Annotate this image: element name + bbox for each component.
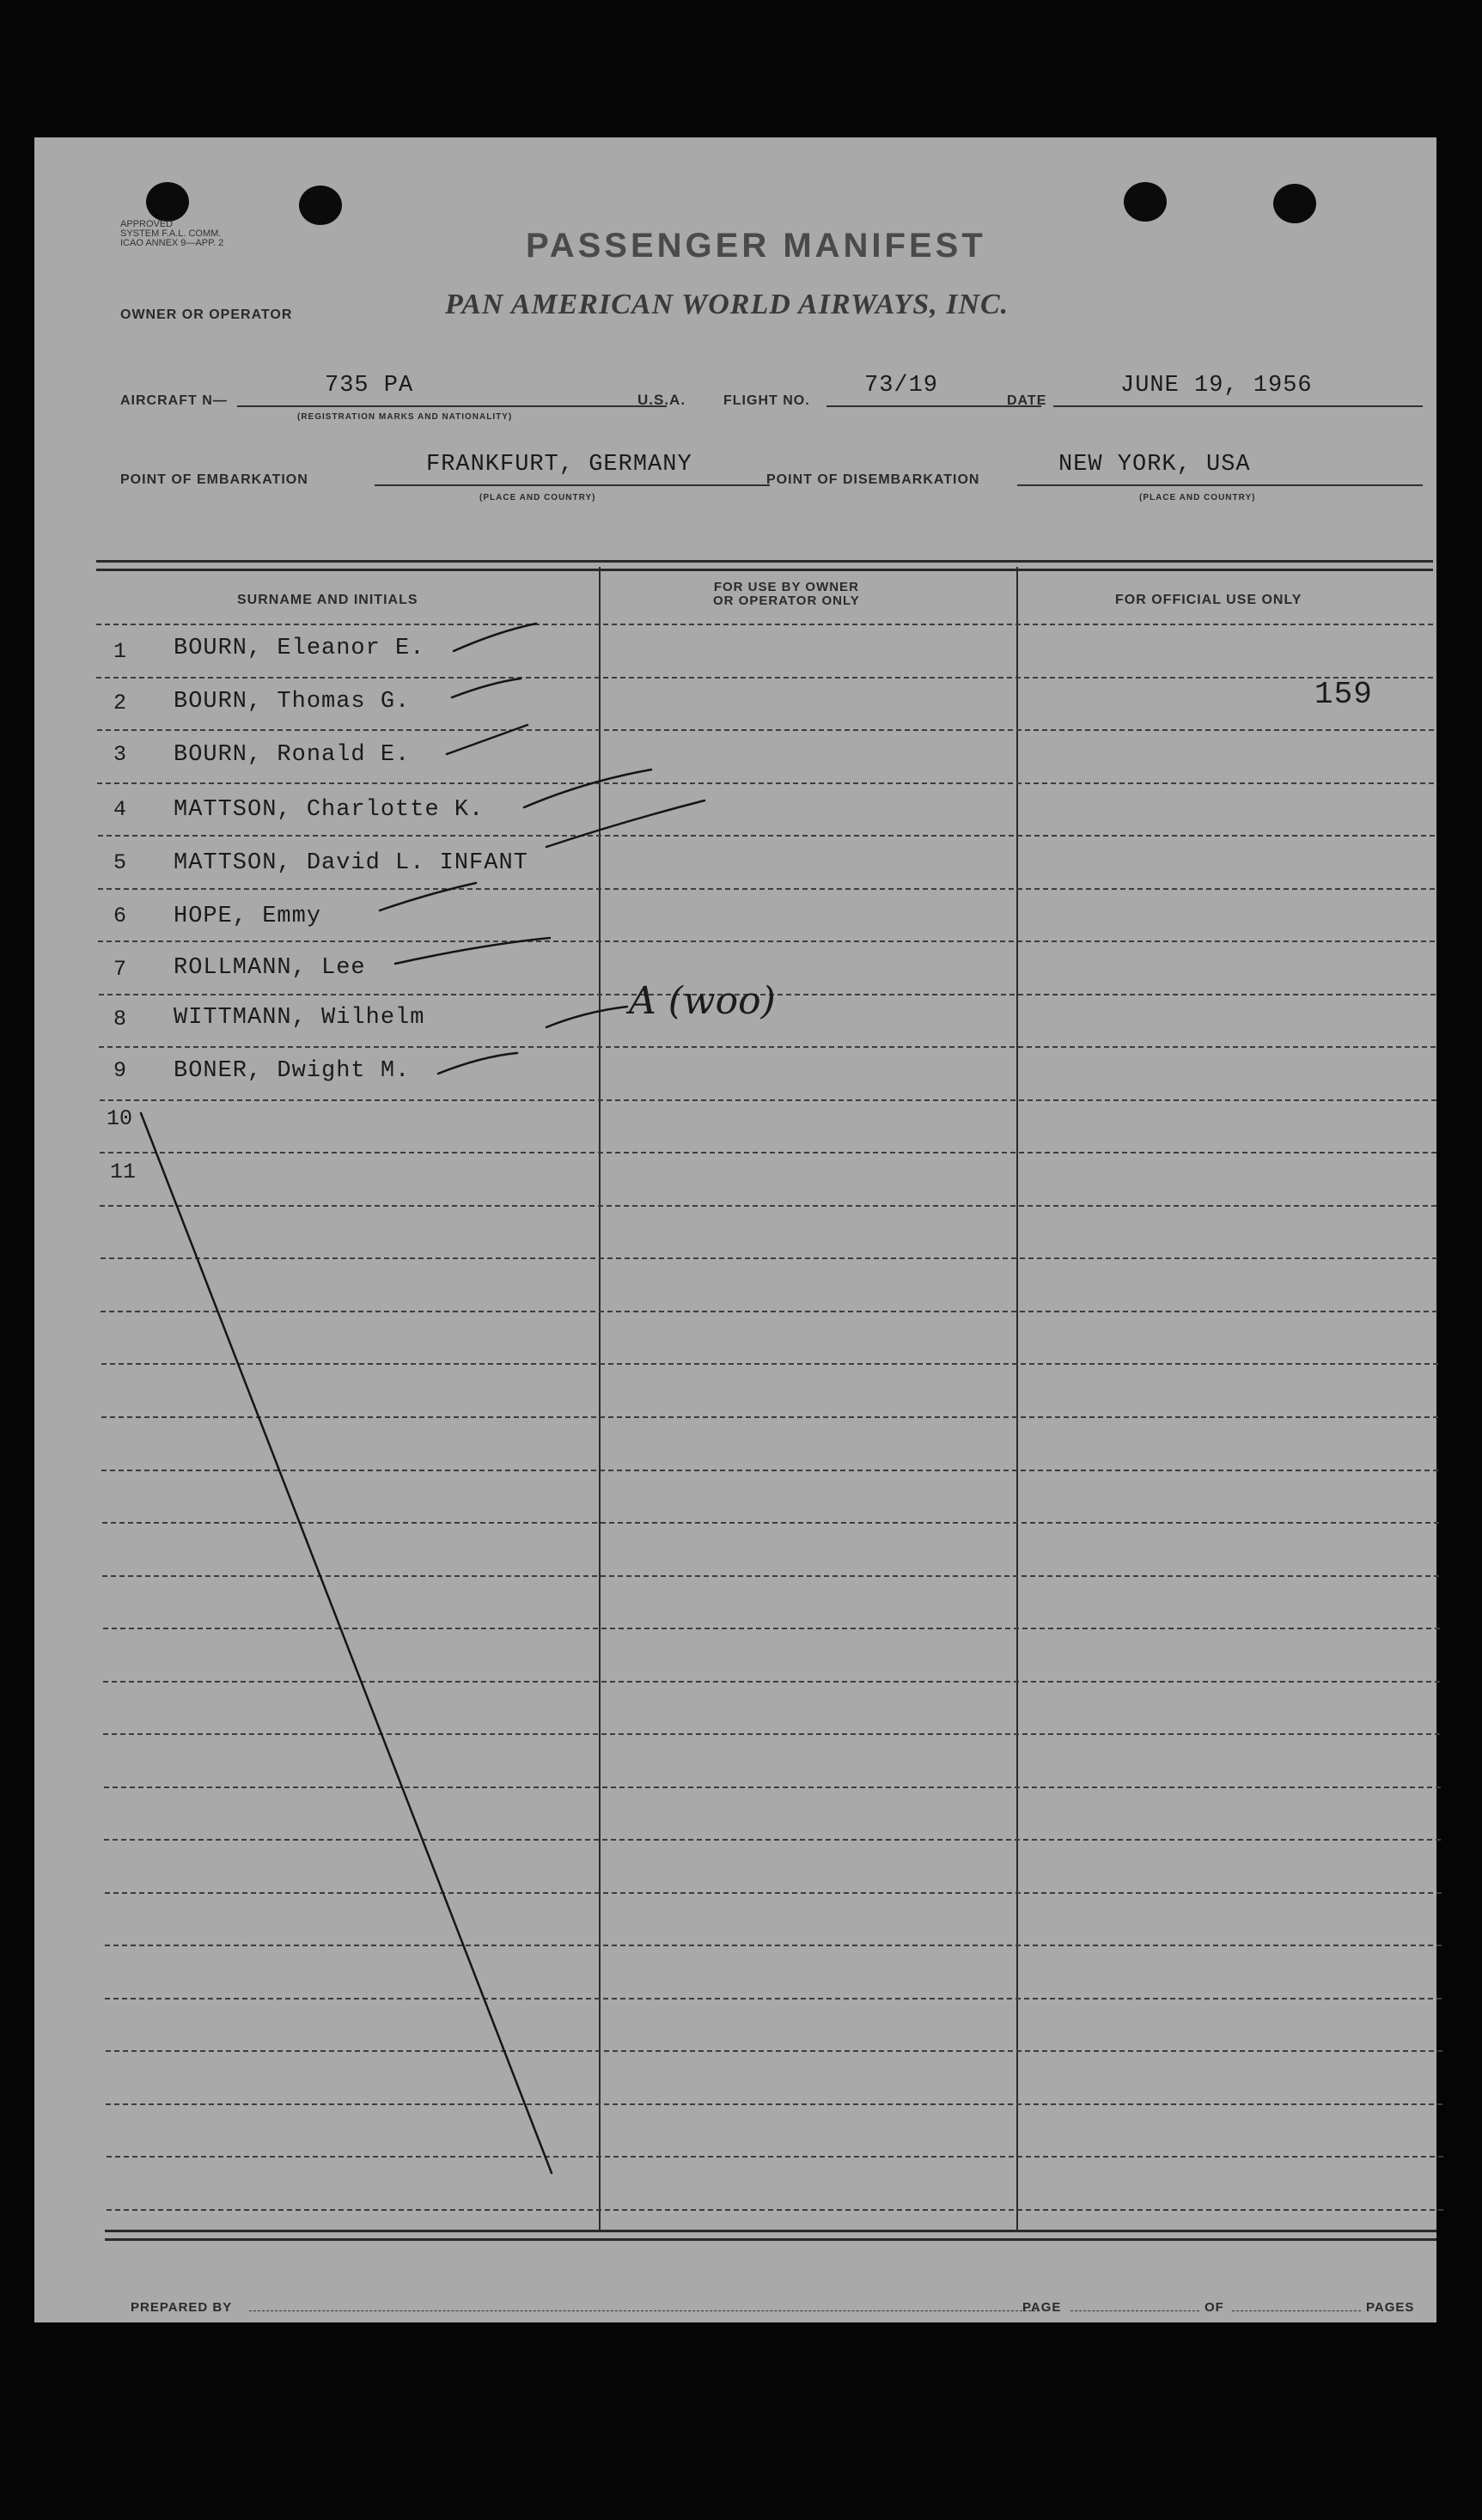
row-number: 9: [113, 1058, 127, 1083]
check-stroke: [546, 800, 704, 847]
check-stroke: [546, 1007, 627, 1027]
approval-stamp: APPROVED SYSTEM F.A.L. COMM. ICAO ANNEX 9—APP. 2: [120, 219, 224, 248]
passenger-name: BONER, Dwight M.: [174, 1058, 411, 1084]
passenger-name: BOURN, Thomas G.: [174, 689, 411, 715]
row-number: 8: [113, 1007, 127, 1032]
column-header-official: FOR OFFICIAL USE ONLY: [1115, 593, 1302, 607]
embarkation-caption: (PLACE AND COUNTRY): [479, 493, 596, 502]
registration-caption: (REGISTRATION MARKS AND NATIONALITY): [297, 412, 513, 422]
passenger-name: MATTSON, David L. INFANT: [174, 850, 528, 876]
pages-label: PAGES: [1366, 2300, 1415, 2315]
disembarkation-caption: (PLACE AND COUNTRY): [1139, 493, 1256, 502]
row-number: 10: [107, 1106, 133, 1131]
page-title: PASSENGER MANIFEST: [526, 227, 986, 265]
row-number: 2: [113, 691, 127, 715]
row-number: 11: [110, 1160, 137, 1184]
page-underline: [1070, 2310, 1199, 2311]
disembarkation-label: POINT OF DISEMBARKATION: [766, 472, 980, 487]
of-label: OF: [1205, 2300, 1224, 2315]
flight-value: 73/19: [864, 373, 939, 399]
pen-strokes: [34, 137, 1436, 2322]
row-number: 4: [113, 797, 127, 822]
passenger-name: MATTSON, Charlotte K.: [174, 797, 485, 823]
row-number: 6: [113, 904, 127, 928]
check-stroke: [395, 938, 550, 964]
row-number: 1: [113, 639, 127, 664]
check-stroke: [438, 1053, 517, 1074]
row-number: 3: [113, 742, 127, 767]
aircraft-label: AIRCRAFT N—: [120, 393, 228, 408]
row-number: 7: [113, 957, 127, 982]
passenger-name: WITTMANN, Wilhelm: [174, 1005, 425, 1031]
passenger-name: BOURN, Ronald E.: [174, 742, 411, 768]
passenger-name: ROLLMANN, Lee: [174, 955, 366, 981]
prepared-by-underline: [249, 2310, 1040, 2311]
of-underline: [1232, 2310, 1361, 2311]
disembarkation-value: NEW YORK, USA: [1058, 452, 1251, 478]
owner-label: OWNER OR OPERATOR: [120, 307, 293, 322]
date-value: JUNE 19, 1956: [1120, 373, 1313, 399]
column-header-owner: FOR USE BY OWNER OR OPERATOR ONLY: [713, 580, 860, 608]
prepared-by-label: PREPARED BY: [131, 2300, 233, 2315]
date-label: DATE: [1007, 393, 1047, 408]
check-stroke: [452, 679, 521, 697]
check-stroke: [454, 624, 536, 651]
page-label: PAGE: [1022, 2300, 1062, 2315]
column-header-names: SURNAME AND INITIALS: [237, 593, 418, 607]
check-stroke: [380, 883, 476, 910]
manifest-page: [34, 137, 1436, 2322]
owner-handwritten-note: A (woo): [629, 979, 776, 1023]
aircraft-value: 735 PA: [325, 373, 414, 399]
airline-name: PAN AMERICAN WORLD AIRWAYS, INC.: [445, 289, 1009, 320]
void-diagonal: [141, 1113, 552, 2173]
passenger-name: BOURN, Eleanor E.: [174, 636, 425, 661]
usa-label: U.S.A.: [637, 392, 686, 408]
row-number: 5: [113, 850, 127, 875]
embarkation-label: POINT OF EMBARKATION: [120, 472, 308, 487]
flight-label: FLIGHT NO.: [723, 393, 810, 408]
check-stroke: [524, 770, 651, 807]
embarkation-value: FRANKFURT, GERMANY: [426, 452, 692, 478]
check-stroke: [447, 725, 528, 754]
passenger-name: HOPE, Emmy: [174, 904, 322, 929]
official-count: 159: [1314, 677, 1373, 712]
